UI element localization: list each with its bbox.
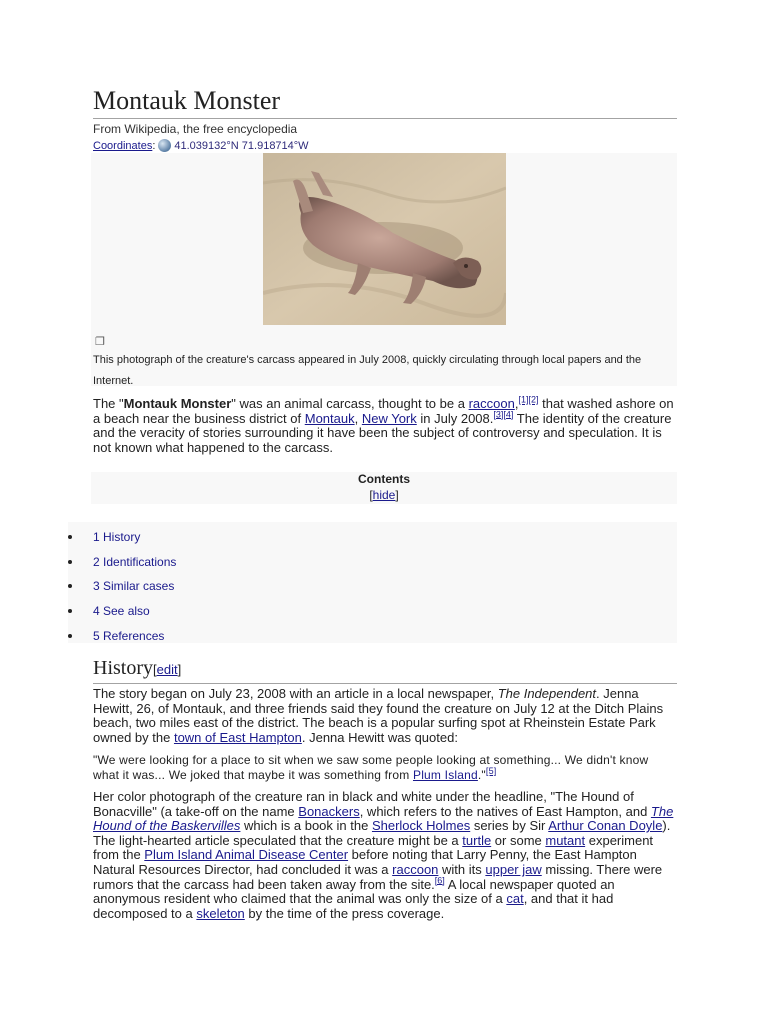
link-hound-of-the-baskervilles[interactable]: The Hound of the Baskervilles (93, 803, 674, 834)
carcass-photo[interactable] (263, 153, 506, 325)
toc-item-label[interactable]: 1 History (93, 530, 141, 544)
intro-text: " was an animal carcass, thought to be a (231, 396, 469, 411)
link-raccoon[interactable]: raccoon (468, 396, 515, 411)
history-text: Her color photograph of the creature ran in black and white under the headline, "The Hound of Bonacville" (a take-off on the name (93, 789, 634, 819)
intro-text: The identity of the creature and the veracity of stories surrounding it have been the subject of controversy and speculation. It is not known what happened to the carcass. (93, 410, 672, 455)
history-text: , which refers to the natives of East Hampton, and (359, 803, 651, 819)
toc-title: Contents (358, 472, 410, 486)
intro-text: that washed ashore on a beach near the business district of (93, 396, 674, 426)
section-heading-history (93, 656, 677, 684)
toc-hide-link[interactable]: hide (372, 488, 396, 502)
history-text: experiment from the (93, 832, 654, 863)
globe-icon[interactable] (158, 139, 171, 152)
coordinates-link[interactable]: Coordinates (93, 139, 153, 152)
link-town-of-east-hampton[interactable]: town of East Hampton (173, 729, 302, 745)
hewitt-quote (93, 753, 677, 783)
link-montauk[interactable]: Montauk (304, 410, 355, 426)
ref-4[interactable]: [4] (503, 409, 514, 420)
toc-item-label[interactable]: 5 References (93, 629, 165, 643)
bracket: ] (395, 488, 399, 502)
history-text: or some (491, 832, 546, 848)
intro-text: in July 2008. (416, 410, 494, 426)
history-paragraph-2 (93, 790, 677, 921)
ref-6[interactable]: [6] (434, 875, 445, 886)
link-sherlock-holmes[interactable]: Sherlock Holmes (371, 818, 471, 834)
bullet-icon (68, 634, 72, 638)
link-upper-jaw[interactable]: upper jaw (485, 861, 542, 877)
bullet-icon (68, 535, 72, 539)
bracket: [ (369, 488, 373, 502)
intro-paragraph (93, 394, 677, 455)
history-text: ). The light-hearted article speculated that the creature might be a (93, 818, 671, 848)
history-text: , and that it had decomposed to a (93, 891, 614, 921)
coordinates-value[interactable]: 41.039132°N 71.918714°W (174, 139, 309, 152)
toc-item-label[interactable]: 4 See also (93, 604, 150, 618)
page-title: Montauk Monster (93, 86, 677, 119)
history-text: The story began on July 23, 2008 with an article in a local newspaper, (93, 686, 498, 701)
toc-list (68, 522, 677, 643)
bracket: ] (177, 662, 182, 677)
intro-text: The " (93, 396, 124, 411)
link-bonackers[interactable]: Bonackers (298, 803, 360, 819)
figure-caption: This photograph of the creature's carcass appeared in July 2008, quickly circulating through local papers and the Internet. (93, 354, 642, 387)
history-text: by the time of the press coverage. (244, 905, 445, 921)
history-text: which is a book in the (240, 818, 372, 834)
toc-header (91, 472, 677, 504)
history-paragraph-1 (93, 687, 677, 745)
link-arthur-conan-doyle[interactable]: Arthur Conan Doyle (548, 818, 663, 834)
bracket: [ (153, 662, 157, 677)
edit-section-link[interactable]: edit (156, 662, 178, 677)
site-tagline: From Wikipedia, the free encyclopedia (93, 122, 298, 136)
link-plum-island[interactable]: Plum Island (412, 768, 478, 782)
link-mutant[interactable]: mutant (545, 832, 586, 848)
ref-5[interactable]: [5] (485, 766, 497, 776)
toc-hide-control (91, 486, 677, 504)
bullet-icon (68, 609, 72, 613)
section-heading-text: History (93, 657, 153, 679)
ref-3[interactable]: [3] (493, 409, 504, 420)
bullet-icon (68, 560, 72, 564)
coordinates (93, 139, 309, 152)
history-text: . Jenna Hewitt was quoted: (301, 729, 458, 745)
ref-2[interactable]: [2] (528, 394, 539, 405)
quote-text: "We were looking for a place to sit when we saw some people looking at something... We didn't know what it was... We joked that maybe it was something from (93, 753, 649, 782)
link-turtle[interactable]: turtle (462, 832, 492, 848)
newspaper-name: The Independent (497, 686, 597, 701)
toc-item-label[interactable]: 2 Identifications (93, 555, 177, 569)
intro-bold-term: Montauk Monster (123, 396, 232, 411)
link-plum-island-animal-disease-center[interactable]: Plum Island Animal Disease Center (144, 847, 349, 863)
history-text: before noting that Larry Penny, the East Hampton Natural Resources Director, had concluded it was a (93, 847, 637, 877)
bullet-icon (68, 584, 72, 588)
link-new-york[interactable]: New York (361, 410, 417, 426)
history-text: missing. There were rumors that the carcass had been taken away from the site. (93, 861, 663, 892)
quote-text: ." (477, 768, 486, 782)
link-skeleton[interactable]: skeleton (196, 905, 245, 921)
link-raccoon-2[interactable]: raccoon (392, 861, 439, 877)
history-text: series by Sir (470, 818, 549, 834)
coordinates-colon: : (152, 139, 156, 152)
history-text: A local newspaper quoted an anonymous resident who claimed that the animal was only the size of a (93, 876, 615, 907)
infobox-figure (91, 153, 677, 386)
toc-item-label[interactable]: 3 Similar cases (93, 579, 175, 593)
history-text: . Jenna Hewitt, 26, of Montauk, and three friends said they found the creature on July 12 at the Ditch Plains beach, two miles east of the district. The beach is a popular surfing spot at Rheinstein Estate Park owned by the (93, 686, 664, 745)
intro-text: , (514, 396, 519, 411)
link-cat[interactable]: cat (506, 891, 524, 907)
ref-1[interactable]: [1] (518, 394, 529, 405)
history-text: with its (438, 861, 486, 877)
intro-text: , (354, 410, 362, 426)
enlarge-icon[interactable]: ❐ (95, 336, 105, 348)
